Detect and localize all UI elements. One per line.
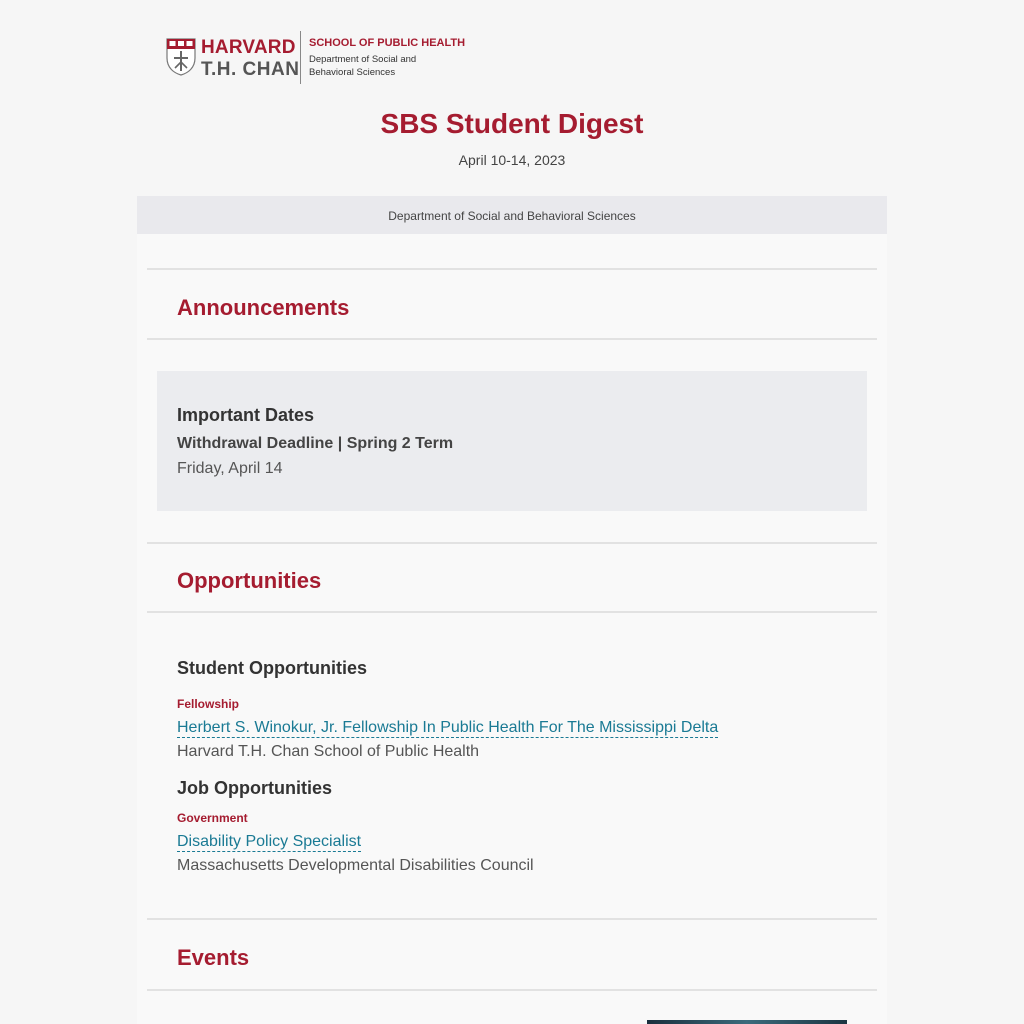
important-dates-heading: Important Dates	[177, 405, 315, 425]
section-divider	[147, 989, 877, 991]
event-image[interactable]	[647, 1020, 847, 1024]
fellowship-link[interactable]: Herbert S. Winokur, Jr. Fellowship In Public Health For The Mississippi Delta	[177, 719, 719, 736]
disability-council-org: Massachusetts Developmental Disabilities Council	[177, 857, 534, 874]
fellowship-category: Fellowship	[177, 697, 240, 711]
logo-dept-line2: Behavioral Sciences	[309, 67, 396, 78]
section-divider	[147, 542, 877, 544]
section-divider	[147, 338, 877, 340]
section-divider	[147, 918, 877, 920]
department-bar: Department of Social and Behavioral Sciences	[137, 196, 887, 234]
logo-chan-text: T.H. CHAN	[201, 59, 300, 80]
events-heading: Events	[177, 945, 250, 970]
logo-school-text: SCHOOL OF PUBLIC HEALTH	[309, 37, 466, 49]
harvard-chan-logo	[166, 31, 466, 85]
withdrawal-deadline-title: Withdrawal Deadline | Spring 2 Term	[177, 435, 454, 452]
logo-divider	[300, 31, 301, 84]
job-opportunities-heading: Job Opportunities	[177, 778, 332, 798]
section-divider	[147, 268, 877, 270]
withdrawal-deadline-date: Friday, April 14	[177, 460, 283, 477]
fellowship-org: Harvard T.H. Chan School of Public Health	[177, 743, 480, 760]
opportunities-heading: Opportunities	[177, 568, 322, 593]
student-opportunities-heading: Student Opportunities	[177, 658, 367, 678]
section-divider	[147, 611, 877, 613]
announcements-heading: Announcements	[177, 295, 350, 320]
government-category: Government	[177, 811, 248, 825]
harvard-shield-icon	[166, 38, 196, 76]
digest-content	[137, 234, 887, 1024]
disability-policy-link[interactable]: Disability Policy Specialist	[177, 833, 362, 850]
digest-title: SBS Student Digest	[380, 108, 644, 139]
digest-date: April 10-14, 2023	[458, 152, 566, 168]
logo-dept-line1: Department of Social and	[309, 54, 417, 65]
logo-harvard-text: HARVARD	[201, 37, 296, 58]
